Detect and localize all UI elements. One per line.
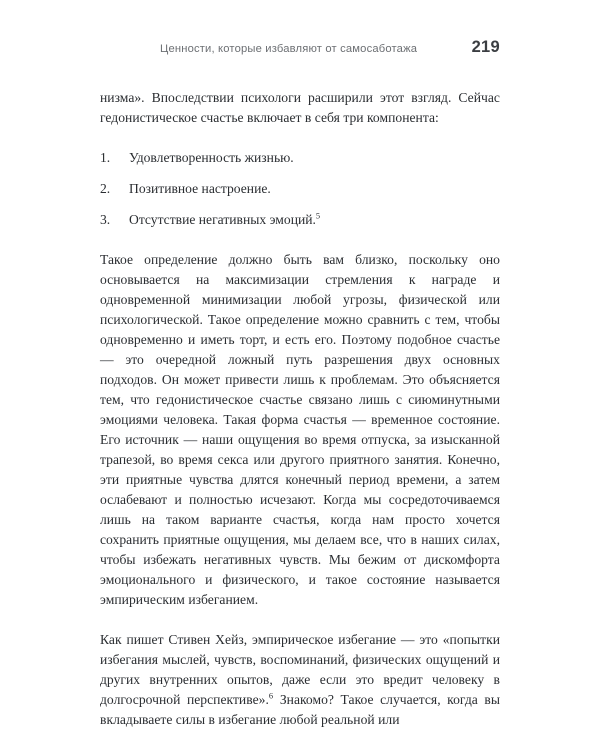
components-list xyxy=(100,148,500,230)
paragraph-hedonic-happiness: Такое определение должно быть вам близко, поскольку оно основывается на максимизации стремления к награде и одновременной минимизации любой угрозы, физической или психологической. Такое определение можно сравнить с тем, чтобы одновременно и иметь торт, и есть его. Поэтому подобное счастье — это очередной ложный путь разрешения двух основных подходов. Он может привести лишь к проблемам. Это объясняется тем, что гедонистическое счастье связано лишь с сиюминутными эмоциями человека. Такая форма счастья — временное состояние. Его источник — наши ощущения во время отпуска, за изысканной трапезой, во время секса или другого приятного занятия. Конечно, эти приятные чувства длятся конечный период времени, а затем ослабевают и полностью исчезают. Когда мы сосредоточиваемся лишь на таком варианте счастья, когда нам просто хочется сохранить приятные ощущения, мы делаем все, что в наших силах, чтобы избежать негативных чувств. Мы бежим от дискомфорта эмоционального и физического, и такое состояние называется эмпирическим избеганием. xyxy=(100,252,500,607)
page-number: 219 xyxy=(471,38,500,56)
footnote-marker: 6 xyxy=(268,691,274,701)
paragraph-continuation: низма». Впоследствии психологи расширили этот взгляд. Сейчас гедонистическое счастье включает в себя три компонента: xyxy=(100,90,500,125)
list-item-text: Удовлетворенность жизнью. xyxy=(129,150,294,165)
list-item xyxy=(129,210,500,230)
running-head xyxy=(100,38,500,60)
list-item xyxy=(129,179,500,199)
list-item-text: Отсутствие негативных эмоций. xyxy=(129,212,316,227)
list-item-text: Позитивное настроение. xyxy=(129,181,271,196)
paragraph-experiential-avoidance xyxy=(100,630,500,730)
running-head-title: Ценности, которые избавляют от самосаботажа xyxy=(160,43,418,55)
text-column xyxy=(100,88,500,730)
paragraph-text-before-footnote: Как пишет Стивен Хейз, эмпирическое избегание — это «попытки избегания мыслей, чувств, воспоминаний, физических ощущений и других внутренних опытов, даже если это вредит человеку в долгосрочной перспективе». xyxy=(100,632,500,707)
list-item xyxy=(129,148,500,168)
footnote-marker: 5 xyxy=(315,211,321,221)
paragraph-text-after-footnote: Знакомо? Такое случается, когда вы вкладываете силы в избегание любой реальной или xyxy=(100,692,500,727)
